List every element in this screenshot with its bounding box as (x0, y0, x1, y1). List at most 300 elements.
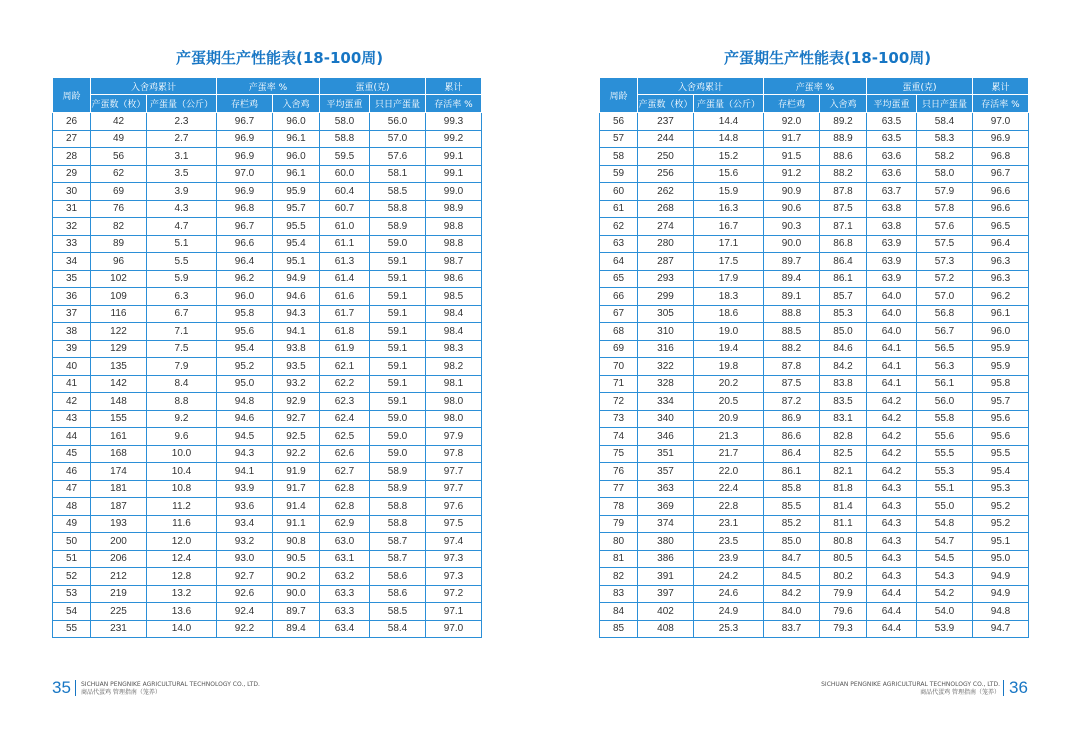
table-cell: 96.7 (217, 218, 273, 236)
table-cell: 95.7 (273, 200, 320, 218)
table-cell: 64.4 (867, 603, 917, 621)
header-egg-mass: 产蛋量（公斤） (694, 95, 764, 113)
table-row (600, 253, 1029, 271)
table-cell: 58.8 (370, 498, 426, 516)
table-cell: 83.8 (820, 375, 867, 393)
table-cell: 25.3 (694, 620, 764, 638)
table-cell: 64.3 (867, 533, 917, 551)
table-cell: 57.5 (917, 235, 973, 253)
table-cell: 5.1 (147, 235, 217, 253)
table-cell: 86.9 (764, 410, 820, 428)
table-cell: 30 (53, 183, 91, 201)
page-number: 36 (1009, 678, 1028, 697)
table-cell: 63.3 (320, 603, 370, 621)
table-cell: 2.3 (147, 113, 217, 131)
table-cell: 22.8 (694, 498, 764, 516)
table-cell: 96.8 (217, 200, 273, 218)
table-cell: 63.8 (867, 200, 917, 218)
table-cell: 44 (53, 428, 91, 446)
table-cell: 77 (600, 480, 638, 498)
table-row (600, 235, 1029, 253)
table-cell: 12.8 (147, 568, 217, 586)
table-cell: 61.4 (320, 270, 370, 288)
table-row (53, 165, 482, 183)
table-cell: 83.5 (820, 393, 867, 411)
header-week: 周龄 (600, 78, 638, 113)
table-cell: 63.3 (320, 585, 370, 603)
table-cell: 93.4 (217, 515, 273, 533)
table-row (600, 270, 1029, 288)
table-cell: 95.9 (973, 340, 1029, 358)
table-cell: 93.5 (273, 358, 320, 376)
page-number: 35 (52, 678, 71, 697)
header-avg-egg-weight: 平均蛋重 (320, 95, 370, 113)
table-cell: 66 (600, 288, 638, 306)
table-cell: 67 (600, 305, 638, 323)
table-cell: 97.1 (426, 603, 482, 621)
table-cell: 95.2 (217, 358, 273, 376)
table-cell: 15.9 (694, 183, 764, 201)
table-cell: 91.7 (273, 480, 320, 498)
table-cell: 41 (53, 375, 91, 393)
table-cell: 94.9 (973, 568, 1029, 586)
table-row (53, 130, 482, 148)
table-row (53, 148, 482, 166)
table-cell: 58.7 (370, 533, 426, 551)
table-cell: 187 (91, 498, 147, 516)
table-cell: 78 (600, 498, 638, 516)
table-cell: 84 (600, 603, 638, 621)
table-cell: 287 (638, 253, 694, 271)
table-cell: 59.1 (370, 270, 426, 288)
table-cell: 87.1 (820, 218, 867, 236)
table-cell: 61 (600, 200, 638, 218)
table-cell: 88.8 (764, 305, 820, 323)
table-cell: 75 (600, 445, 638, 463)
table-cell: 8.8 (147, 393, 217, 411)
table-cell: 64.3 (867, 515, 917, 533)
table-cell: 61.0 (320, 218, 370, 236)
table-cell: 98.5 (426, 288, 482, 306)
table-cell: 96.9 (973, 130, 1029, 148)
table-cell: 280 (638, 235, 694, 253)
table-cell: 17.9 (694, 270, 764, 288)
table-cell: 357 (638, 463, 694, 481)
table-cell: 142 (91, 375, 147, 393)
table-cell: 64.1 (867, 375, 917, 393)
table-cell: 64.4 (867, 620, 917, 638)
table-cell: 55.5 (917, 445, 973, 463)
table-cell: 97.8 (426, 445, 482, 463)
table-cell: 98.0 (426, 410, 482, 428)
table-cell: 85.3 (820, 305, 867, 323)
table-cell: 225 (91, 603, 147, 621)
table-cell: 32 (53, 218, 91, 236)
table-cell: 82.8 (820, 428, 867, 446)
table-cell: 23.9 (694, 550, 764, 568)
table-cell: 91.2 (764, 165, 820, 183)
table-cell: 33 (53, 235, 91, 253)
table-cell: 206 (91, 550, 147, 568)
table-cell: 53.9 (917, 620, 973, 638)
table-cell: 64.0 (867, 288, 917, 306)
table-cell: 95.1 (273, 253, 320, 271)
table-cell: 23.5 (694, 533, 764, 551)
table-row (53, 550, 482, 568)
table-cell: 65 (600, 270, 638, 288)
table-cell: 98.8 (426, 235, 482, 253)
table-cell: 88.2 (764, 340, 820, 358)
table-cell: 96.0 (973, 323, 1029, 341)
table-cell: 96.1 (973, 305, 1029, 323)
table-cell: 82 (91, 218, 147, 236)
table-cell: 57.6 (917, 218, 973, 236)
table-cell: 87.8 (764, 358, 820, 376)
table-cell: 369 (638, 498, 694, 516)
table-cell: 98.6 (426, 270, 482, 288)
table-cell: 95.8 (217, 305, 273, 323)
table-cell: 168 (91, 445, 147, 463)
table-cell: 89.4 (764, 270, 820, 288)
header-lay-rate: 产蛋率 % (217, 78, 320, 95)
table-cell: 94.8 (217, 393, 273, 411)
table-cell: 95.4 (217, 340, 273, 358)
table-cell: 76 (600, 463, 638, 481)
table-cell: 62.1 (320, 358, 370, 376)
table-row (600, 340, 1029, 358)
table-cell: 92.2 (273, 445, 320, 463)
table-cell: 74 (600, 428, 638, 446)
header-hen-day: 存栏鸡 (217, 95, 273, 113)
table-cell: 6.3 (147, 288, 217, 306)
table-cell: 58 (600, 148, 638, 166)
table-cell: 95.7 (973, 393, 1029, 411)
table-cell: 274 (638, 218, 694, 236)
table-cell: 57.2 (917, 270, 973, 288)
table-cell: 61.7 (320, 305, 370, 323)
table-cell: 408 (638, 620, 694, 638)
table-cell: 88.6 (820, 148, 867, 166)
table-cell: 97.0 (973, 113, 1029, 131)
table-cell: 27 (53, 130, 91, 148)
table-cell: 57 (600, 130, 638, 148)
table-cell: 95.3 (973, 480, 1029, 498)
table-cell: 161 (91, 428, 147, 446)
table-cell: 212 (91, 568, 147, 586)
table-cell: 95.1 (973, 533, 1029, 551)
table-cell: 79.9 (820, 585, 867, 603)
table-cell: 92.7 (273, 410, 320, 428)
table-cell: 94.9 (973, 585, 1029, 603)
table-cell: 92.0 (764, 113, 820, 131)
table-cell: 94.6 (273, 288, 320, 306)
table-cell: 91.5 (764, 148, 820, 166)
table-cell: 98.1 (426, 375, 482, 393)
table-cell: 80 (600, 533, 638, 551)
table-cell: 21.3 (694, 428, 764, 446)
table-cell: 81.8 (820, 480, 867, 498)
table-cell: 36 (53, 288, 91, 306)
table-cell: 56.0 (370, 113, 426, 131)
table-cell: 76 (91, 200, 147, 218)
table-cell: 93.6 (217, 498, 273, 516)
footer-text (81, 681, 260, 697)
table-cell: 97.0 (426, 620, 482, 638)
header-egg-weight: 蛋重(克) (320, 78, 426, 95)
table-row (53, 620, 482, 638)
table-cell: 96.3 (973, 270, 1029, 288)
table-row (600, 428, 1029, 446)
table-cell: 59 (600, 165, 638, 183)
table-cell: 94.3 (273, 305, 320, 323)
table-row (53, 480, 482, 498)
table-cell: 59.1 (370, 305, 426, 323)
table-cell: 55 (53, 620, 91, 638)
table-cell: 63.1 (320, 550, 370, 568)
table-cell: 10.8 (147, 480, 217, 498)
table-cell: 58.6 (370, 568, 426, 586)
table-cell: 96.4 (217, 253, 273, 271)
table-cell: 63.9 (867, 270, 917, 288)
table-row (600, 183, 1029, 201)
table-cell: 89.2 (820, 113, 867, 131)
table-cell: 90.5 (273, 550, 320, 568)
table-cell: 96.2 (217, 270, 273, 288)
table-cell: 58.1 (370, 165, 426, 183)
table-cell: 231 (91, 620, 147, 638)
table-cell: 94.9 (273, 270, 320, 288)
table-cell: 340 (638, 410, 694, 428)
table-cell: 55.3 (917, 463, 973, 481)
table-cell: 95.4 (973, 463, 1029, 481)
table-cell: 58.0 (320, 113, 370, 131)
footer-divider (75, 680, 76, 696)
header-egg-count: 产蛋数（枚） (91, 95, 147, 113)
table-row (53, 218, 482, 236)
table-cell: 91.1 (273, 515, 320, 533)
table-cell: 98.8 (426, 218, 482, 236)
table-cell: 92.5 (273, 428, 320, 446)
table-cell: 91.4 (273, 498, 320, 516)
table-cell: 58.7 (370, 550, 426, 568)
table-cell: 262 (638, 183, 694, 201)
table-cell: 31 (53, 200, 91, 218)
table-row (53, 428, 482, 446)
table-body (53, 113, 482, 638)
table-cell: 13.6 (147, 603, 217, 621)
table-row (600, 165, 1029, 183)
table-cell: 15.6 (694, 165, 764, 183)
table-cell: 96.5 (973, 218, 1029, 236)
table-cell: 63.6 (867, 148, 917, 166)
table-cell: 16.3 (694, 200, 764, 218)
table-cell: 63.2 (320, 568, 370, 586)
table-cell: 28 (53, 148, 91, 166)
table-cell: 98.9 (426, 200, 482, 218)
table-cell: 181 (91, 480, 147, 498)
table-cell: 60.0 (320, 165, 370, 183)
header-avg-egg-weight: 平均蛋重 (867, 95, 917, 113)
table-cell: 59.1 (370, 288, 426, 306)
table-cell: 391 (638, 568, 694, 586)
table-row (600, 288, 1029, 306)
header-daily-egg-mass: 只日产蛋量 (917, 95, 973, 113)
table-cell: 17.5 (694, 253, 764, 271)
table-cell: 96.1 (273, 165, 320, 183)
table-cell: 374 (638, 515, 694, 533)
table-cell: 95.5 (973, 445, 1029, 463)
table-cell: 87.5 (820, 200, 867, 218)
table-cell: 58.4 (917, 113, 973, 131)
table-cell: 26 (53, 113, 91, 131)
table-cell: 83 (600, 585, 638, 603)
table-cell: 24.6 (694, 585, 764, 603)
table-cell: 96.4 (973, 235, 1029, 253)
table-cell: 95.2 (973, 515, 1029, 533)
table-cell: 63.9 (867, 253, 917, 271)
table-cell: 98.4 (426, 305, 482, 323)
table-cell: 68 (600, 323, 638, 341)
table-cell: 97.9 (426, 428, 482, 446)
table-cell: 85.2 (764, 515, 820, 533)
table-cell: 38 (53, 323, 91, 341)
table-cell: 79.3 (820, 620, 867, 638)
table-cell: 43 (53, 410, 91, 428)
table-cell: 9.2 (147, 410, 217, 428)
table-cell: 97.3 (426, 550, 482, 568)
table-cell: 82.1 (820, 463, 867, 481)
table-cell: 98.2 (426, 358, 482, 376)
header-cumulative: 累计 (426, 78, 482, 95)
table-cell: 62 (91, 165, 147, 183)
table-cell: 62.8 (320, 480, 370, 498)
table-cell: 90.2 (273, 568, 320, 586)
table-cell: 50 (53, 533, 91, 551)
table-cell: 122 (91, 323, 147, 341)
table-cell: 64.4 (867, 585, 917, 603)
table-cell: 193 (91, 515, 147, 533)
table-cell: 97.4 (426, 533, 482, 551)
table-cell: 94.3 (217, 445, 273, 463)
table-cell: 49 (91, 130, 147, 148)
table-cell: 96.8 (973, 148, 1029, 166)
table-cell: 14.4 (694, 113, 764, 131)
table-cell: 37 (53, 305, 91, 323)
table-cell: 84.7 (764, 550, 820, 568)
table-cell: 94.6 (217, 410, 273, 428)
table-cell: 54.7 (917, 533, 973, 551)
table-cell: 56.1 (917, 375, 973, 393)
table-cell: 95.8 (973, 375, 1029, 393)
table-cell: 61.9 (320, 340, 370, 358)
table-cell: 59.1 (370, 393, 426, 411)
table-cell: 58.9 (370, 218, 426, 236)
table-cell: 7.9 (147, 358, 217, 376)
table-cell: 98.4 (426, 323, 482, 341)
table-cell: 237 (638, 113, 694, 131)
header-egg-mass: 产蛋量（公斤） (147, 95, 217, 113)
table-cell: 92.6 (217, 585, 273, 603)
table-row (53, 603, 482, 621)
table-cell: 15.2 (694, 148, 764, 166)
table-cell: 22.4 (694, 480, 764, 498)
table-cell: 60.7 (320, 200, 370, 218)
table-row (600, 305, 1029, 323)
table-cell: 4.3 (147, 200, 217, 218)
table-cell: 85.7 (820, 288, 867, 306)
table-cell: 95.6 (973, 428, 1029, 446)
table-cell: 268 (638, 200, 694, 218)
table-cell: 316 (638, 340, 694, 358)
table-cell: 96.0 (273, 113, 320, 131)
header-survival: 存活率 % (973, 95, 1029, 113)
table-cell: 89.7 (273, 603, 320, 621)
table-cell: 56.7 (917, 323, 973, 341)
header-cumulative: 累计 (973, 78, 1029, 95)
table-cell: 12.0 (147, 533, 217, 551)
table-cell: 18.3 (694, 288, 764, 306)
table-cell: 99.0 (426, 183, 482, 201)
table-cell: 85.0 (764, 533, 820, 551)
table-cell: 34 (53, 253, 91, 271)
table-cell: 93.2 (273, 375, 320, 393)
table-cell: 45 (53, 445, 91, 463)
table-cell: 63 (600, 235, 638, 253)
table-cell: 56.0 (917, 393, 973, 411)
table-cell: 51 (53, 550, 91, 568)
table-cell: 10.4 (147, 463, 217, 481)
table-cell: 88.9 (820, 130, 867, 148)
table-cell: 63.5 (867, 113, 917, 131)
table-cell: 109 (91, 288, 147, 306)
table-cell: 64.2 (867, 410, 917, 428)
table-cell: 80.8 (820, 533, 867, 551)
table-cell: 94.5 (217, 428, 273, 446)
table-cell: 102 (91, 270, 147, 288)
table-cell: 96.0 (217, 288, 273, 306)
table-cell: 98.3 (426, 340, 482, 358)
performance-table (599, 77, 1029, 638)
table-cell: 63.0 (320, 533, 370, 551)
table-row (53, 533, 482, 551)
table-row (53, 445, 482, 463)
table-cell: 62.6 (320, 445, 370, 463)
header-housed-cumulative: 入舍鸡累计 (91, 78, 217, 95)
table-cell: 53 (53, 585, 91, 603)
table-cell: 64.2 (867, 445, 917, 463)
table-cell: 346 (638, 428, 694, 446)
table-cell: 54.3 (917, 568, 973, 586)
table-cell: 62.2 (320, 375, 370, 393)
table-cell: 63.9 (867, 235, 917, 253)
table-cell: 94.1 (273, 323, 320, 341)
table-cell: 59.0 (370, 410, 426, 428)
table-cell: 58.3 (917, 130, 973, 148)
table-cell: 58.8 (320, 130, 370, 148)
table-cell: 96.6 (973, 183, 1029, 201)
table-cell: 250 (638, 148, 694, 166)
table-cell: 200 (91, 533, 147, 551)
table-cell: 69 (91, 183, 147, 201)
table-cell: 88.5 (764, 323, 820, 341)
table-row (53, 393, 482, 411)
table-cell: 380 (638, 533, 694, 551)
table-cell: 49 (53, 515, 91, 533)
table-cell: 24.9 (694, 603, 764, 621)
table-cell: 96 (91, 253, 147, 271)
table-cell: 63.8 (867, 218, 917, 236)
table-cell: 86.1 (820, 270, 867, 288)
